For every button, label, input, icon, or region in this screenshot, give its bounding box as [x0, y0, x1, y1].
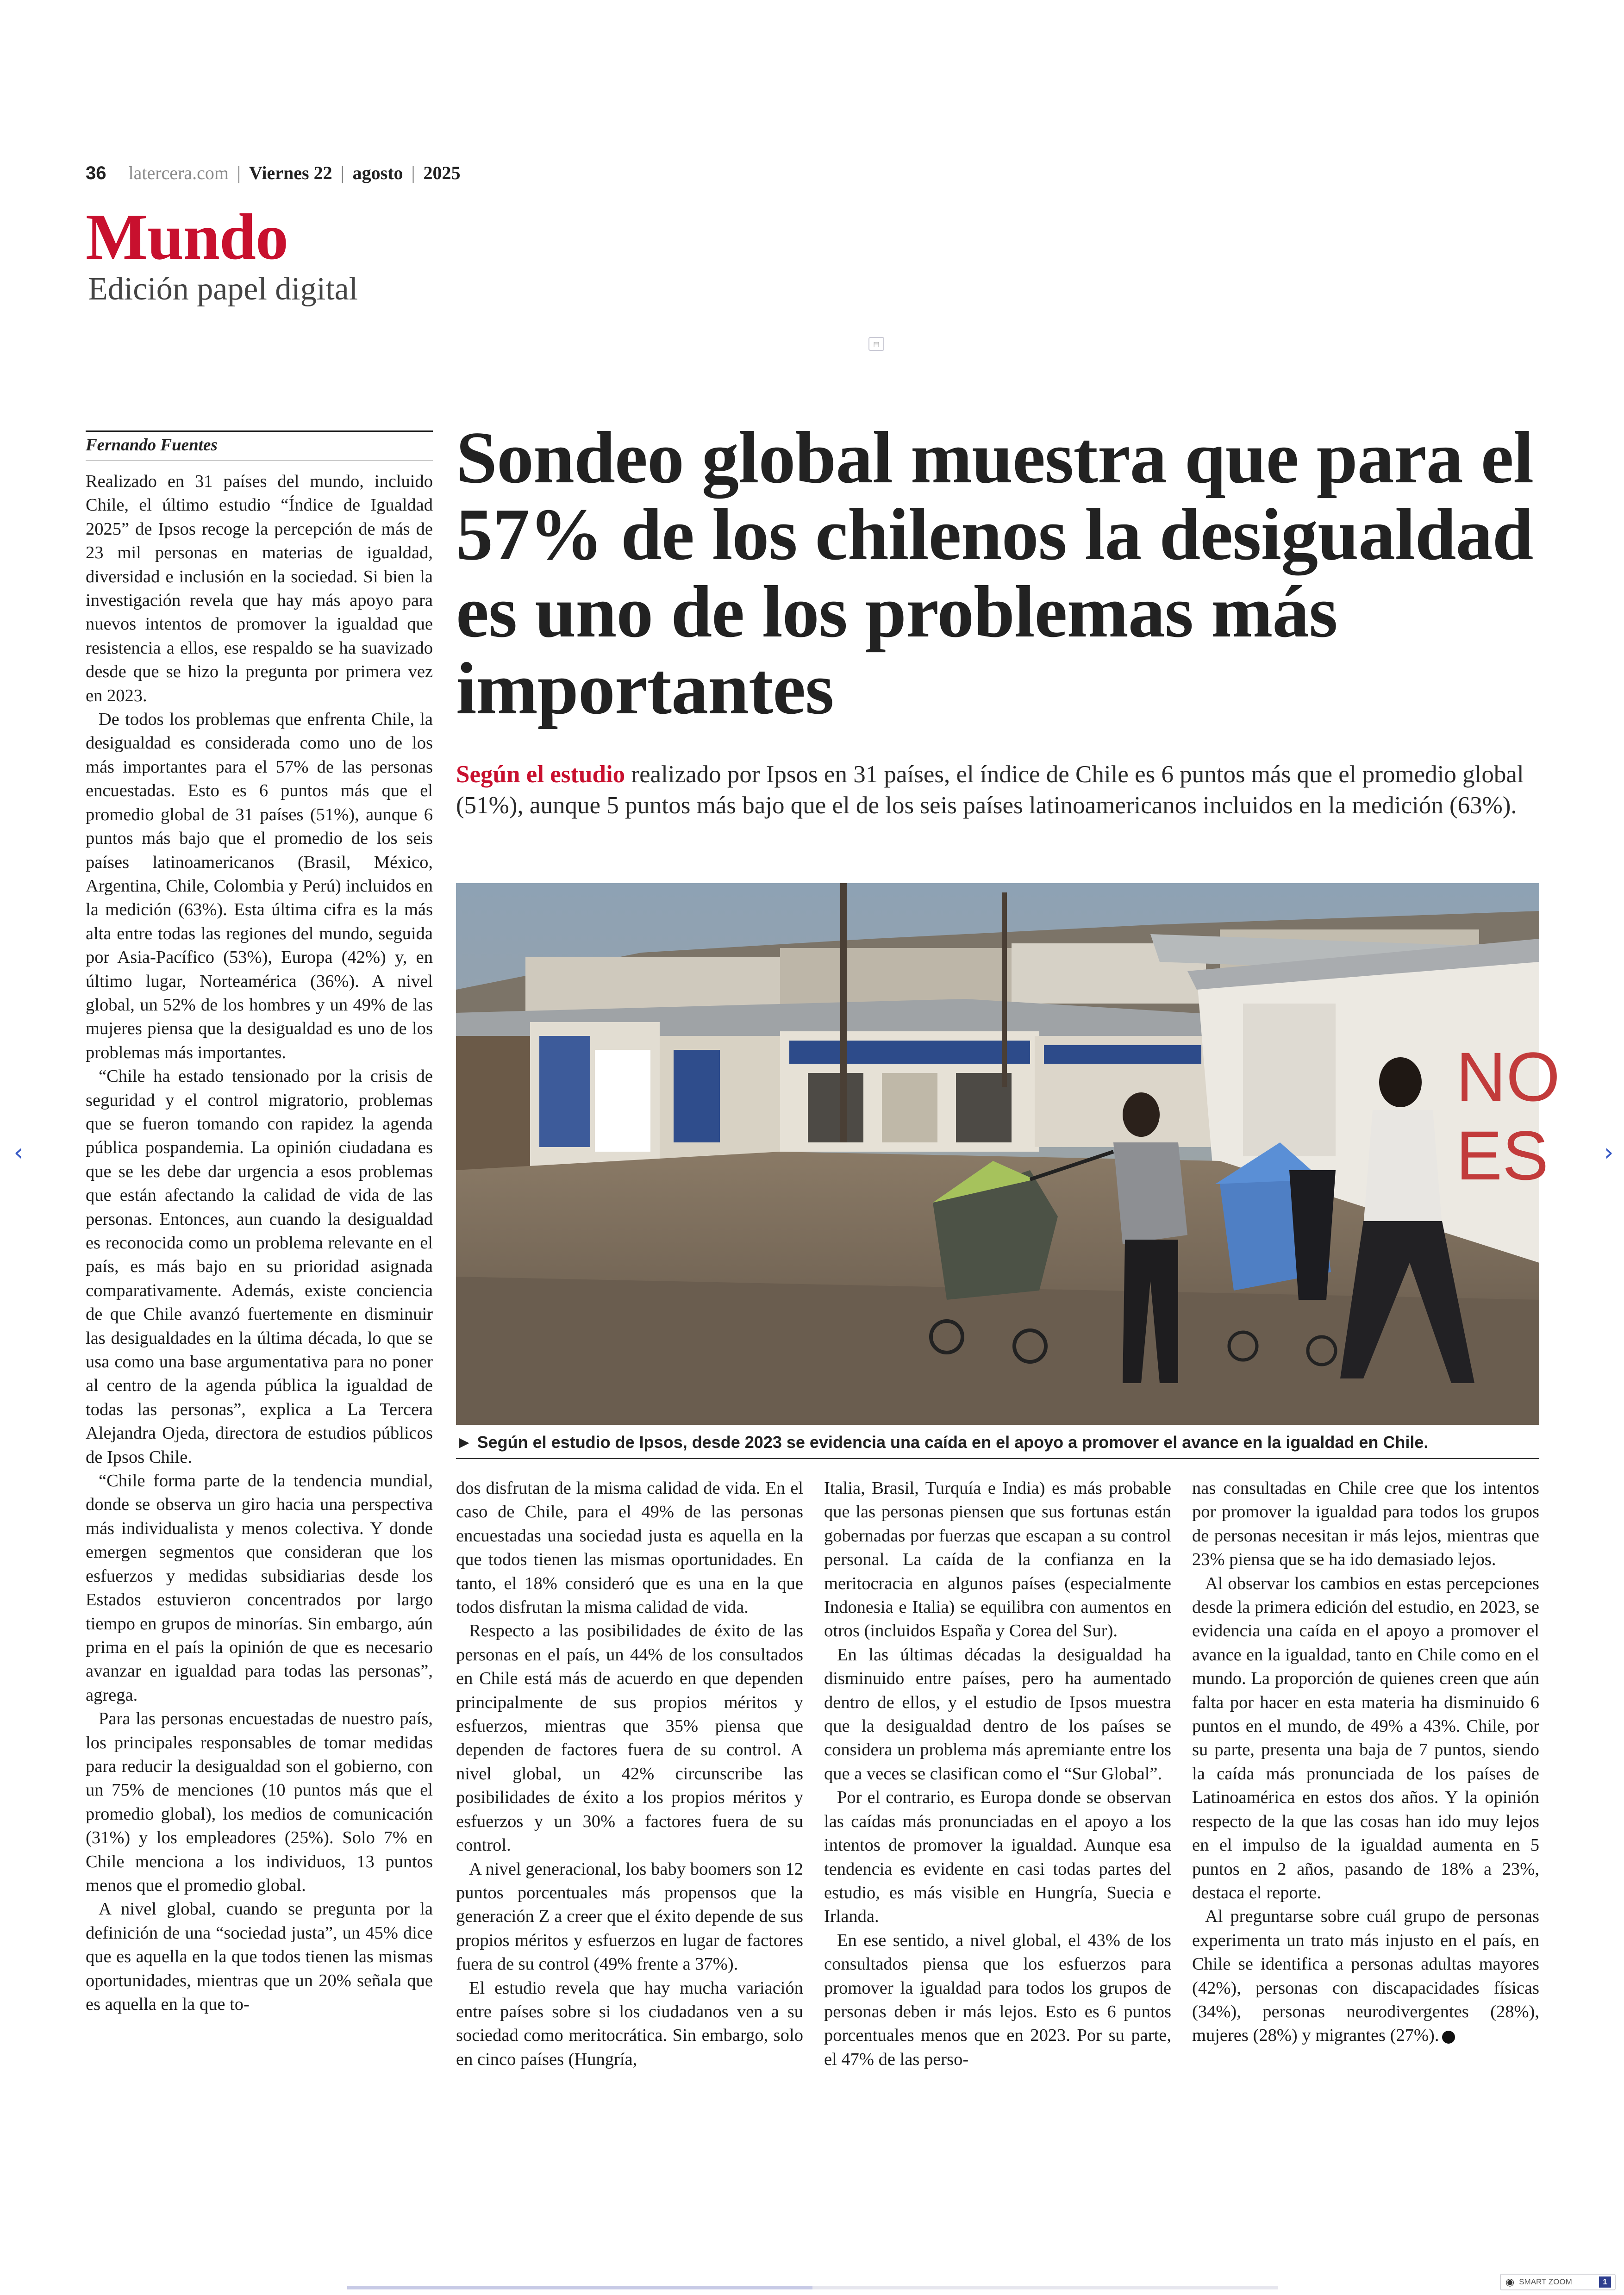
article-column-2: [456, 1477, 803, 2071]
page-header: [86, 162, 461, 184]
scroll-progress-bar[interactable]: [347, 2286, 1278, 2289]
header-separator: |: [411, 162, 415, 183]
chevron-left-icon[interactable]: ‹: [13, 1139, 24, 1166]
deck: [456, 759, 1539, 821]
photo-illustration: [456, 883, 1560, 1425]
header-day: Viernes 22: [249, 162, 332, 183]
caption-rule: [456, 1458, 1539, 1459]
page-indicator: 1: [1599, 2276, 1611, 2288]
eye-icon: ◉: [1505, 2276, 1515, 2288]
photo-sign-text: NO: [1456, 1038, 1560, 1116]
section-subtitle: Edición papel digital: [88, 271, 358, 307]
paragraph: Respecto a las posibilidades de éxito de las personas en el país, un 44% de los consultados en Chile está más de acuerdo en que dependen principalmente de sus propios méritos y esfuerzos, mientras que 35% piensa que dependen de factores fuera de su control. A nivel global, un 42% circunscribe las posibilidades de éxito a los propios méritos y esfuerzos y un 30% a factores fuera de su control.: [456, 1621, 803, 1855]
smart-zoom-button[interactable]: [1500, 2274, 1616, 2290]
paragraph: Al observar los cambios en estas percepciones desde la primera edición del estudio, en 2023, se evidencia una caída en el apoyo a promover el avance en la igualdad, tanto en Chile como en el mundo. La proporción de quienes creen que aún falta por hacer en esta materia ha disminuido 6 puntos en el mundo, de 49% a 43%. Chile, por su parte, presenta una baja de 7 puntos, siendo la caída más pronunciada de los países de Latinoamérica en estos dos años. Y la opinión respecto de la que las cosas han ido muy lejos en el impulso de la igualdad aumenta en 5 puntos en 2 años, pasando de 18% a 23%, destaca el reporte.: [1192, 1573, 1539, 1902]
chevron-right-icon[interactable]: ›: [1604, 1139, 1614, 1166]
headline: Sondeo global muestra que para el 57% de los chilenos la desigualdad es uno de los problemas más importantes: [456, 416, 1534, 730]
paragraph: “Chile forma parte de la tendencia mundial, donde se observa un giro hacia una perspectiva más individualista y menos colectiva. Y donde emergen segmentos que consideran que los esfuerzos y medidas subsidiarias desde los Estados estuvieron concentrados por largo tiempo en grupos de minorías. Sin embargo, aún prima en el país la opinión de que es necesario avanzar en igualdad para todas las personas”, agrega.: [86, 1471, 433, 1705]
article-column-4: [1192, 1477, 1539, 2048]
page-thumbnail-icon[interactable]: ▤: [868, 337, 884, 351]
paragraph: dos disfrutan de la misma calidad de vida. En el caso de Chile, para el 49% de las personas encuestadas una sociedad justa es aquella en la que todos tienen las mismas oportunidades. En tanto, el 18% consideró que es una en la que todos disfrutan la misma calidad de vida.: [456, 1478, 803, 1617]
paragraph: En ese sentido, a nivel global, el 43% de los consultados piensa que los esfuerzos para promover la igualdad para todos los grupos de personas deben ir más lejos. Esto es 6 puntos porcentuales menos que en 2023. Por su parte, el 47% de las perso-: [824, 1930, 1171, 2069]
article-photo: [456, 883, 1560, 1425]
paragraph: Realizado en 31 países del mundo, incluido Chile, el último estudio “Índice de Igualdad 2025” de Ipsos recoge la percepción de más de 23 mil personas en materias de igualdad, diversidad e inclusión en la sociedad. Si bien la investigación revela que hay más apoyo para nuevos intentos de promover la igualdad que resistencia a ellos, ese respaldo se ha suavizado desde que se hizo la pregunta por primera vez en 2023.: [86, 472, 433, 705]
paragraph: De todos los problemas que enfrenta Chile, la desigualdad es considerada como uno de los más importantes para el 57% de las personas encuestadas. Esto es 6 puntos más que el promedio global de 31 países (51%), aunque 6 puntos más bajo que el promedio de los seis países latinoamericanos (Brasil, México, Argentina, Chile, Colombia y Perú) incluidos en la medición (63%). Esta última cifra es la más alta entre todas las regiones del mundo, seguida por Asia-Pacífico (53%), Europa (42%) y, en último lugar, Norteamérica (36%). A nivel global, un 52% de los hombres y un 49% de las mujeres piensa que la desigualdad es uno de los problemas más importantes.: [86, 710, 433, 1062]
page-number: 36: [86, 163, 106, 183]
header-separator: |: [340, 162, 344, 183]
header-month: agosto: [352, 162, 403, 183]
smart-zoom-label: SMART ZOOM: [1519, 2277, 1572, 2286]
article-column-3: [824, 1477, 1171, 2071]
section-title: Mundo: [86, 200, 288, 273]
paragraph: El estudio revela que hay mucha variación entre países sobre si los ciudadanos ven a su sociedad como meritocrática. Sin embargo, solo en cinco países (Hungría,: [456, 1978, 803, 2069]
header-separator: |: [237, 162, 241, 183]
byline-rule: [86, 430, 433, 432]
photo-sign-text: ES: [1456, 1116, 1549, 1194]
paragraph: Para las personas encuestadas de nuestro país, los principales responsables de tomar medidas para reducir la desigualdad son el gobierno, con un 75% de menciones (10 puntos más que el promedio global), los medios de comunicación (31%) y los empleadores (25%). Solo 7% en Chile menciona a los individuos, 13 puntos menos que el promedio global.: [86, 1709, 433, 1895]
deck-lead: Según el estudio: [456, 761, 625, 788]
paragraph-final: [1192, 1905, 1539, 2047]
end-mark-icon: [1442, 2031, 1455, 2044]
paragraph-text: Al preguntarse sobre cuál grupo de personas experimenta un trato más injusto en el país, en Chile se identifica a personas adultas mayores (42%), personas con discapacidades físicas (34%), personas neurodivergentes (28%), mujeres (28%) y migrantes (27%).: [1192, 1907, 1539, 2046]
paragraph: Italia, Brasil, Turquía e India) es más probable que las personas piensen que sus fortunas están gobernadas por fuerzas que escapan a su control personal. La caída de la confianza en la meritocracia en algunos países (especialmente Indonesia e Italia) se equilibra con aumentos en otros (incluidos España y Corea del Sur).: [824, 1478, 1171, 1641]
header-year: 2025: [423, 162, 461, 183]
article-column-1: [86, 470, 433, 2016]
paragraph: “Chile ha estado tensionado por la crisis de seguridad y el control migratorio, problemas que se fueron tomando con rapidez la agenda pública pospandemia. La opinión ciudadana es que se les debe dar urgencia a esos problemas que están afectando la calidad de vida de las personas. Entonces, aun cuando la desigualdad es reconocida como un problema relevante en el país, es más bajo en su prioridad asignada comparativamente. Además, existe conciencia de que Chile avanzó fuertemente en disminuir las desigualdades en la última década, lo que se usa como una base argumentativa para no poner al centro de la agenda pública la igualdad de todas las personas”, explica a La Tercera Alejandra Ojeda, directora de estudios públicos de Ipsos Chile.: [86, 1066, 433, 1467]
deck-text: realizado por Ipsos en 31 países, el índice de Chile es 6 puntos más que el promedio global (51%), aunque 5 puntos más bajo que el de los seis países latinoamericanos incluidos en la medición (63%).: [456, 761, 1524, 819]
paragraph: A nivel generacional, los baby boomers son 12 puntos porcentuales más propensos que la generación Z a creer que el éxito depende de sus propios méritos y esfuerzos en lugar de factores fuera de su control (49% frente a 37%).: [456, 1859, 803, 1974]
photo-caption: ► Según el estudio de Ipsos, desde 2023 se evidencia una caída en el apoyo a promover el avance en la igualdad en Chile.: [456, 1433, 1429, 1452]
site-name: latercera.com: [128, 162, 229, 183]
paragraph: Por el contrario, es Europa donde se observan las caídas más pronunciadas en el apoyo a los intentos de promover la igualdad. Aunque esa tendencia es evidente en casi todas partes del estudio, es más visible en Hungría, Suecia e Irlanda.: [824, 1788, 1171, 1927]
byline: Fernando Fuentes: [86, 436, 218, 455]
paragraph: A nivel global, cuando se pregunta por la definición de una “sociedad justa”, un 45% dice que es aquella en la que todos tienen las mismas oportunidades, mientras que un 20% señala que es aquella en la que to-: [86, 1899, 433, 2014]
paragraph: nas consultadas en Chile cree que los intentos por promover la igualdad para todos los grupos de personas necesitan ir más lejos, mientras que 23% piensa que se ha ido demasiado lejos.: [1192, 1478, 1539, 1570]
scroll-progress-fill: [347, 2286, 812, 2289]
paragraph: En las últimas décadas la desigualdad ha disminuido entre países, pero ha aumentado dentro de ellos, y el estudio de Ipsos muestra que la desigualdad dentro de los países se considera un problema más apremiante entre los que a veces se clasifican como el “Sur Global”.: [824, 1645, 1171, 1784]
